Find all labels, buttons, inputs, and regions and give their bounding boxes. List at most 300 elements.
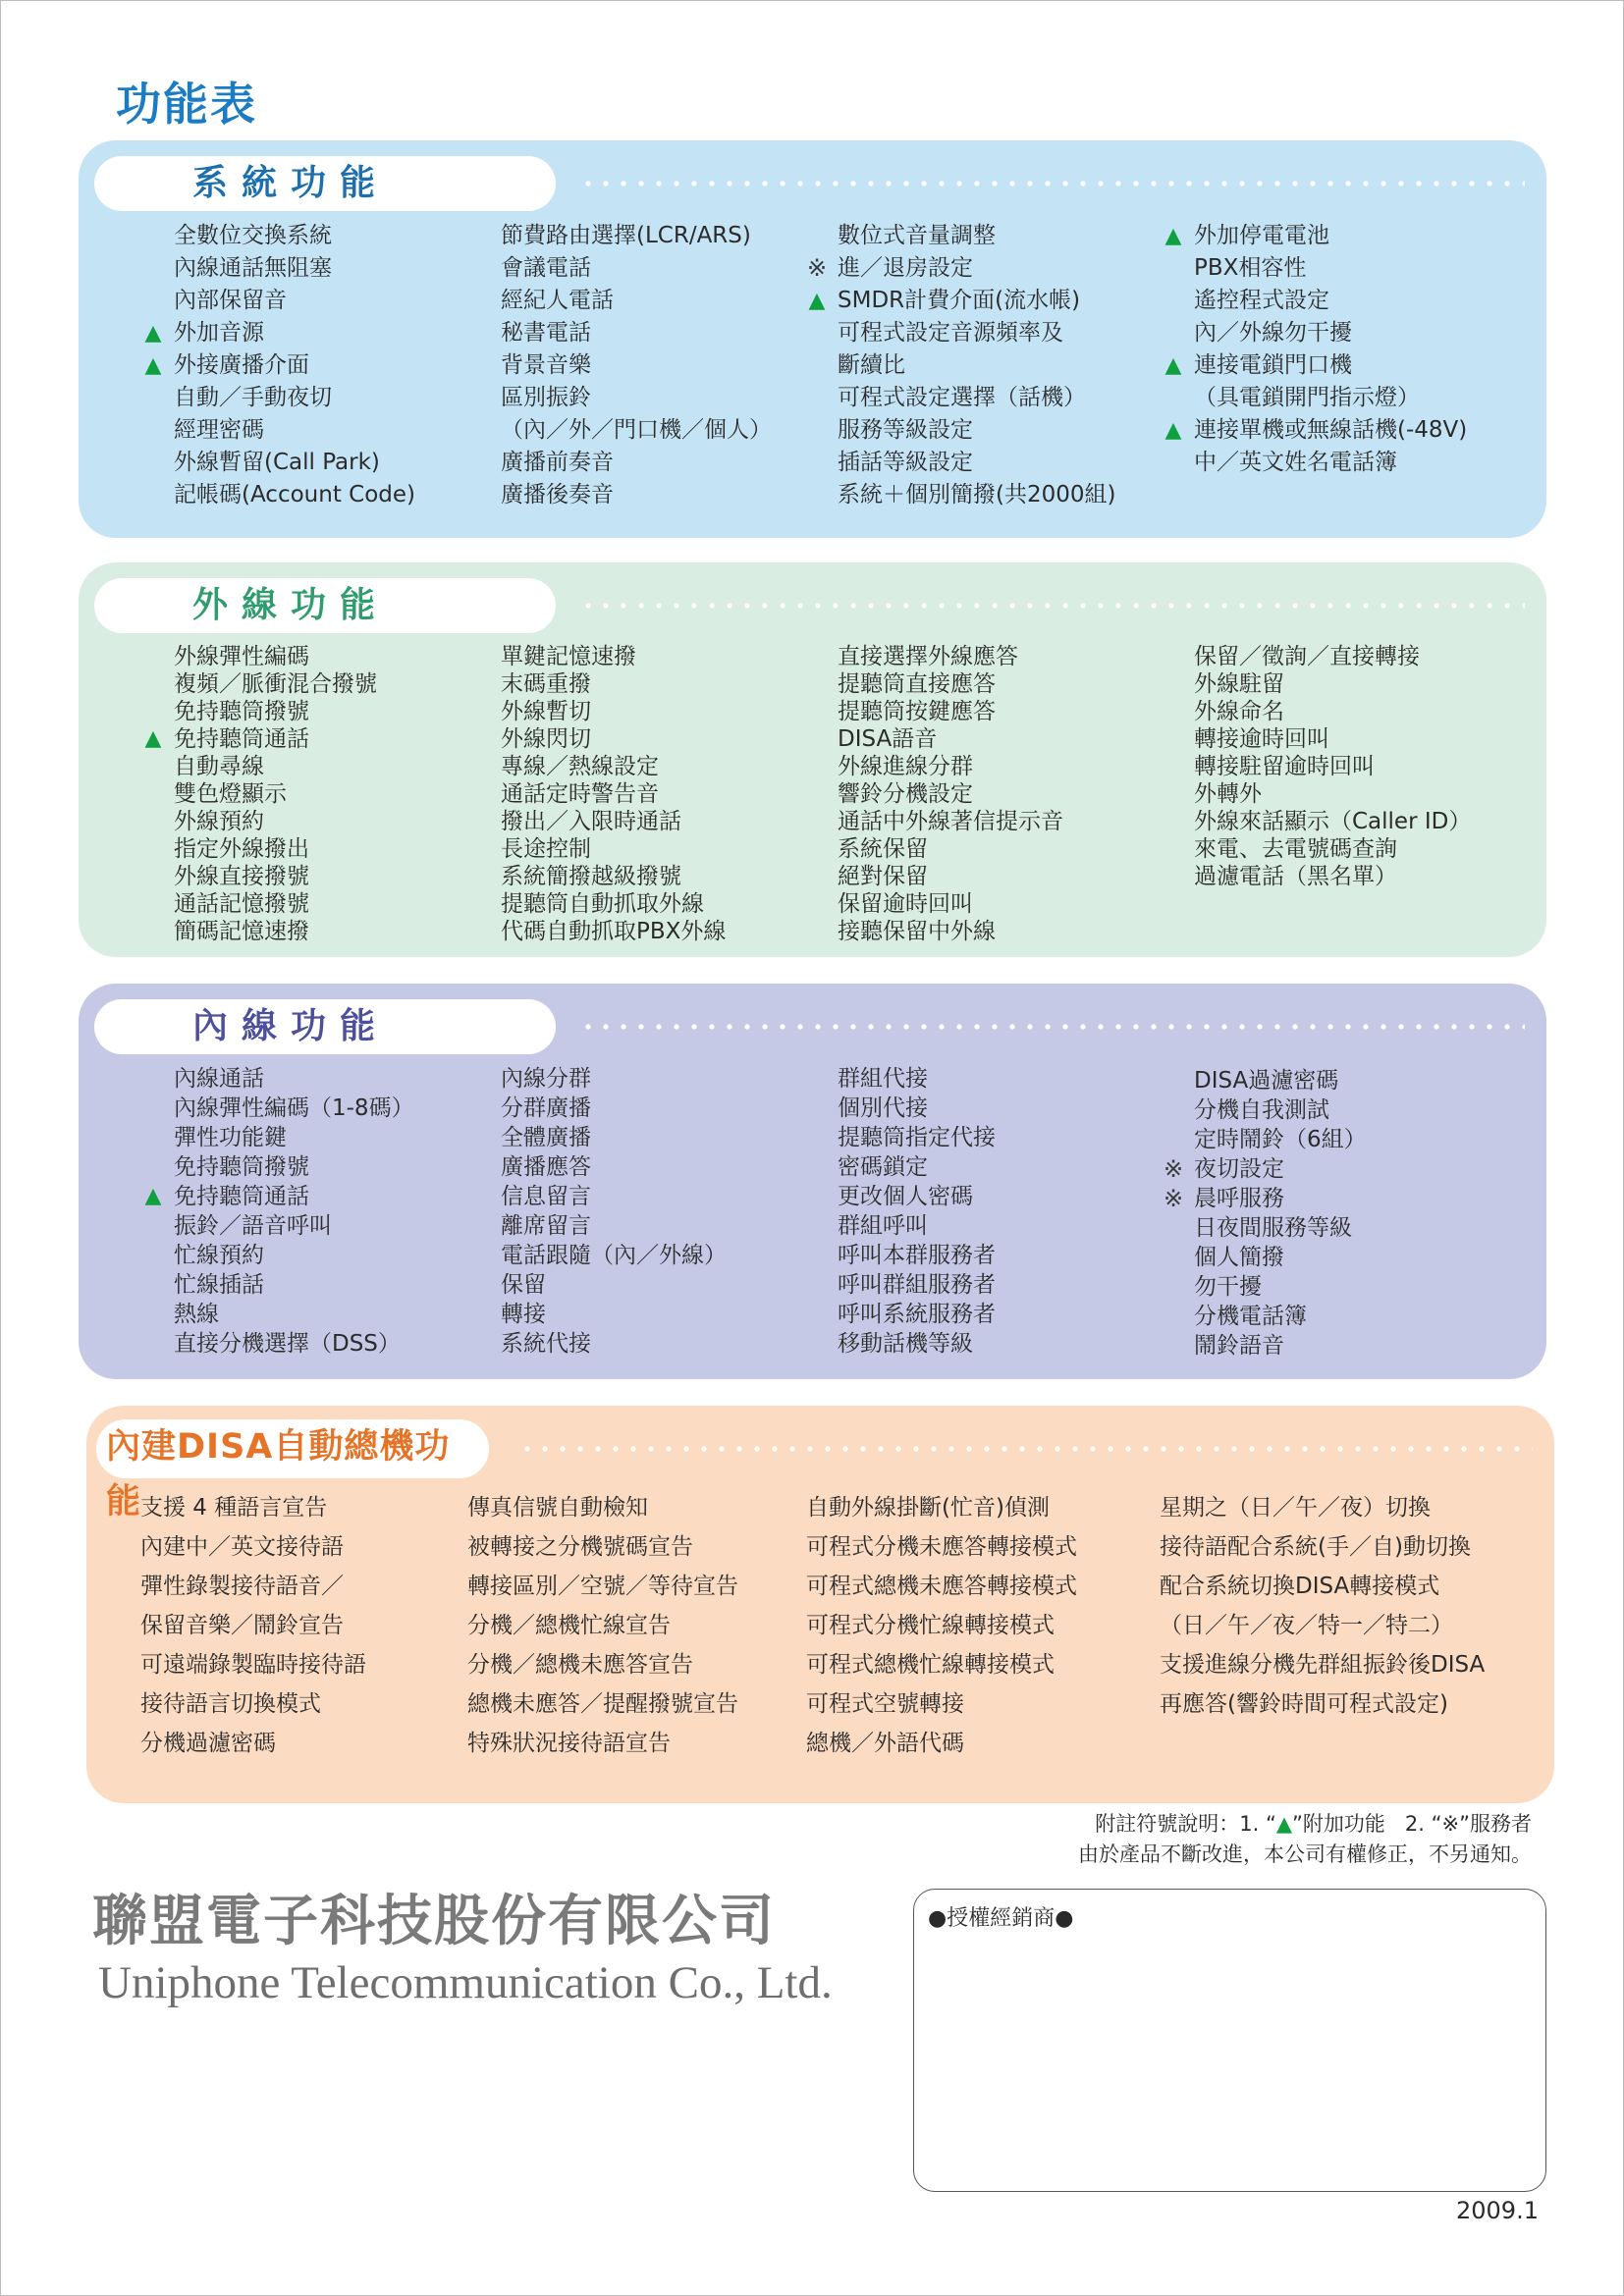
feature-label: 外線直接撥號 bbox=[174, 864, 309, 889]
feature-item bbox=[838, 349, 1115, 382]
feature-label: 密碼鎖定 bbox=[838, 1154, 928, 1180]
feature-item bbox=[174, 918, 377, 945]
feature-item bbox=[174, 414, 415, 447]
symbol-notes bbox=[1078, 1809, 1532, 1870]
feature-label: 可程式設定選擇（話機） bbox=[838, 385, 1086, 410]
feature-label: 日夜間服務等級 bbox=[1194, 1215, 1352, 1241]
feature-label: 斷續比 bbox=[838, 352, 905, 378]
feature-item bbox=[140, 1645, 366, 1684]
company-name-cn: 聯盟電子科技股份有限公司 bbox=[92, 1889, 776, 1953]
feature-item bbox=[838, 753, 1063, 780]
feature-item bbox=[838, 698, 1063, 725]
feature-item bbox=[501, 1270, 727, 1300]
section-tab bbox=[94, 999, 556, 1054]
feature-label: 免持聽筒撥號 bbox=[174, 699, 309, 724]
feature-column bbox=[140, 1488, 366, 1763]
feature-item bbox=[838, 890, 1063, 918]
feature-item bbox=[838, 1094, 996, 1123]
feature-label: 接聽保留中外線 bbox=[838, 919, 996, 944]
feature-label: 外線暫切 bbox=[501, 699, 591, 724]
feature-label: 插話等級設定 bbox=[838, 450, 973, 475]
feature-label: 被轉接之分機號碼宣告 bbox=[467, 1534, 693, 1560]
feature-item bbox=[1194, 753, 1471, 780]
feature-label: 轉接區別／空號／等待宣告 bbox=[467, 1574, 738, 1599]
feature-item bbox=[1194, 698, 1471, 725]
feature-column bbox=[501, 643, 726, 945]
feature-label: 內線分群 bbox=[501, 1066, 591, 1092]
feature-item bbox=[838, 1182, 996, 1211]
feature-label: 特殊狀況接待語宣告 bbox=[467, 1731, 671, 1756]
feature-label: 保留 bbox=[501, 1272, 546, 1298]
feature-item bbox=[467, 1724, 738, 1763]
feature-item bbox=[1194, 670, 1471, 698]
feature-label: 接待語配合系統(手／自)動切換 bbox=[1160, 1534, 1471, 1560]
feature-label: 外線彈性編碼 bbox=[174, 644, 309, 669]
feature-label: 更改個人密碼 bbox=[838, 1184, 973, 1209]
triangle-icon: ▲ bbox=[808, 289, 826, 313]
feature-label: 區別振鈴 bbox=[501, 385, 591, 410]
feature-label: 數位式音量調整 bbox=[838, 223, 996, 248]
feature-item bbox=[1160, 1527, 1485, 1567]
feature-label: 群組代接 bbox=[838, 1066, 928, 1092]
feature-item bbox=[838, 317, 1115, 349]
feature-label: 提聽筒按鍵應答 bbox=[838, 699, 996, 724]
feature-item bbox=[467, 1606, 738, 1645]
feature-item bbox=[806, 1488, 1077, 1527]
feature-column bbox=[144, 643, 377, 945]
feature-item bbox=[174, 1064, 414, 1094]
feature-label: 記帳碼(Account Code) bbox=[174, 482, 416, 507]
feature-label: 服務等級設定 bbox=[838, 417, 973, 443]
feature-item bbox=[1194, 1302, 1367, 1331]
feature-column bbox=[1164, 220, 1468, 479]
dotted-divider bbox=[518, 1446, 1533, 1452]
feature-label: 內部保留音 bbox=[174, 288, 287, 313]
feature-item bbox=[806, 1684, 1077, 1724]
triangle-icon: ▲ bbox=[1275, 1812, 1292, 1836]
feature-label: 分群廣播 bbox=[501, 1095, 591, 1121]
feature-label: 外接廣播介面 bbox=[174, 352, 309, 378]
feature-label: （日／午／夜／特一／特二） bbox=[1160, 1613, 1453, 1638]
feature-label: 可程式總機未應答轉接模式 bbox=[806, 1574, 1077, 1599]
feature-label: 專線／熱線設定 bbox=[501, 754, 659, 779]
feature-label: 振鈴／語音呼叫 bbox=[174, 1213, 332, 1239]
feature-label: 可遠端錄製臨時接待語 bbox=[140, 1652, 366, 1678]
feature-label: 簡碼記憶速撥 bbox=[174, 919, 309, 944]
feature-label: 進／退房設定 bbox=[838, 255, 973, 281]
feature-label: 複頻／脈衝混合撥號 bbox=[174, 671, 377, 697]
feature-item bbox=[501, 414, 772, 447]
feature-item bbox=[838, 414, 1115, 447]
notes-service: “※”服務者 bbox=[1431, 1812, 1532, 1836]
feature-label: 提聽筒自動抓取外線 bbox=[501, 891, 704, 917]
feature-label: 再應答(響鈴時間可程式設定) bbox=[1160, 1691, 1448, 1717]
feature-item bbox=[501, 252, 772, 285]
feature-label: 系統代接 bbox=[501, 1331, 591, 1357]
feature-item bbox=[838, 1152, 996, 1182]
feature-item bbox=[140, 1488, 366, 1527]
version-date: 2009.1 bbox=[1456, 2197, 1539, 2224]
feature-label: PBX相容性 bbox=[1194, 255, 1307, 281]
feature-label: 中／英文姓名電話簿 bbox=[1194, 450, 1397, 475]
feature-item bbox=[174, 252, 415, 285]
feature-label: 外線閃切 bbox=[501, 726, 591, 752]
feature-label: 自動尋線 bbox=[174, 754, 264, 779]
feature-label: 連接電鎖門口機 bbox=[1194, 352, 1352, 378]
feature-label: 自動外線掛斷(忙音)偵測 bbox=[806, 1495, 1050, 1521]
feature-item bbox=[1194, 1243, 1367, 1272]
feature-label: （內／外／門口機／個人） bbox=[501, 417, 772, 443]
feature-label: 配合系統切換DISA轉接模式 bbox=[1160, 1574, 1440, 1599]
notes-prefix: 附註符號說明：1. bbox=[1095, 1812, 1260, 1836]
feature-label: DISA語音 bbox=[838, 726, 938, 752]
feature-item bbox=[174, 220, 415, 252]
feature-label: 分機／總機未應答宣告 bbox=[467, 1652, 693, 1678]
feature-item bbox=[174, 670, 377, 698]
feature-label: 系統＋個別簡撥(共2000組) bbox=[838, 482, 1116, 507]
feature-label: 呼叫群組服務者 bbox=[838, 1272, 996, 1298]
feature-label: 內建中／英文接待語 bbox=[140, 1534, 344, 1560]
feature-item bbox=[140, 1527, 366, 1567]
reference-mark-icon: ※ bbox=[806, 254, 828, 282]
feature-label: 總機未應答／提醒撥號宣告 bbox=[467, 1691, 738, 1717]
feature-item bbox=[501, 1211, 727, 1241]
feature-item bbox=[838, 835, 1063, 863]
feature-label: 提聽筒指定代接 bbox=[838, 1125, 996, 1150]
feature-label: 秘書電話 bbox=[501, 320, 591, 346]
feature-item bbox=[808, 285, 1115, 317]
feature-label: 全體廣播 bbox=[501, 1125, 591, 1150]
notes-number-2: 2. bbox=[1404, 1812, 1425, 1836]
feature-item bbox=[1194, 643, 1471, 670]
feature-label: 傳真信號自動檢知 bbox=[467, 1495, 648, 1521]
feature-label: 通話記憶撥號 bbox=[174, 891, 309, 917]
feature-label: 可程式設定音源頻率及 bbox=[838, 320, 1063, 346]
feature-label: 自動／手動夜切 bbox=[174, 385, 332, 410]
feature-label: 支援進線分機先群組振鈴後DISA bbox=[1160, 1652, 1486, 1678]
feature-item bbox=[838, 780, 1063, 808]
feature-label: 接待語言切換模式 bbox=[140, 1691, 321, 1717]
feature-label: 全數位交換系統 bbox=[174, 223, 332, 248]
feature-item bbox=[501, 317, 772, 349]
feature-item bbox=[140, 1684, 366, 1724]
dotted-divider bbox=[579, 603, 1525, 609]
feature-item bbox=[501, 753, 726, 780]
feature-label: 呼叫系統服務者 bbox=[838, 1302, 996, 1327]
feature-item bbox=[174, 1152, 414, 1182]
feature-label: 外線進線分群 bbox=[838, 754, 973, 779]
feature-column bbox=[144, 220, 416, 511]
feature-item bbox=[174, 643, 377, 670]
feature-label: DISA過濾密碼 bbox=[1194, 1068, 1339, 1094]
triangle-icon: ▲ bbox=[1164, 224, 1182, 248]
feature-item bbox=[501, 479, 772, 511]
feature-item bbox=[501, 1241, 727, 1270]
feature-item bbox=[1194, 863, 1471, 890]
feature-item bbox=[144, 349, 415, 382]
feature-label: 忙線預約 bbox=[174, 1243, 264, 1268]
section-disa bbox=[86, 1406, 1554, 1803]
feature-item bbox=[1163, 1184, 1367, 1213]
feature-item bbox=[1163, 1154, 1367, 1184]
feature-label: 響鈴分機設定 bbox=[838, 781, 973, 807]
feature-label: 分機過濾密碼 bbox=[140, 1731, 276, 1756]
section-title: 系統功能 bbox=[191, 163, 389, 203]
feature-label: 轉接 bbox=[501, 1302, 546, 1327]
feature-item bbox=[174, 1123, 414, 1152]
feature-item bbox=[1194, 780, 1471, 808]
feature-item bbox=[1194, 1331, 1367, 1361]
feature-item bbox=[838, 1123, 996, 1152]
feature-label: 移動話機等級 bbox=[838, 1331, 973, 1357]
feature-label: 轉接駐留逾時回叫 bbox=[1194, 754, 1375, 779]
feature-item bbox=[501, 835, 726, 863]
feature-label: 勿干擾 bbox=[1194, 1274, 1262, 1300]
feature-label: 系統簡撥越級撥號 bbox=[501, 864, 681, 889]
feature-item bbox=[501, 918, 726, 945]
feature-label: 星期之（日／午／夜）切換 bbox=[1160, 1495, 1431, 1521]
feature-label: 個別代接 bbox=[838, 1095, 928, 1121]
feature-column bbox=[838, 643, 1063, 945]
feature-label: 外加停電電池 bbox=[1194, 223, 1329, 248]
feature-item bbox=[1194, 725, 1471, 753]
feature-label: 可程式分機忙線轉接模式 bbox=[806, 1613, 1055, 1638]
feature-label: 分機自我測試 bbox=[1194, 1097, 1329, 1123]
feature-item bbox=[1194, 1095, 1367, 1125]
feature-label: 外線預約 bbox=[174, 809, 264, 834]
triangle-icon: ▲ bbox=[144, 726, 162, 751]
feature-item bbox=[140, 1606, 366, 1645]
feature-label: 廣播後奏音 bbox=[501, 482, 614, 507]
notes-line-2: 由於產品不斷改進，本公司有權修正，不另通知。 bbox=[1078, 1842, 1532, 1866]
feature-label: 保留音樂／鬧鈴宣告 bbox=[140, 1613, 344, 1638]
feature-item bbox=[501, 447, 772, 479]
feature-label: 個人簡撥 bbox=[1194, 1245, 1284, 1270]
feature-item bbox=[174, 863, 377, 890]
feature-item bbox=[501, 780, 726, 808]
feature-label: 鬧鈴語音 bbox=[1194, 1333, 1284, 1359]
feature-item bbox=[174, 479, 415, 511]
feature-item bbox=[467, 1527, 738, 1567]
feature-item bbox=[838, 1241, 996, 1270]
feature-label: 可程式分機未應答轉接模式 bbox=[806, 1534, 1077, 1560]
feature-item bbox=[174, 1241, 414, 1270]
triangle-icon: ▲ bbox=[144, 321, 162, 346]
triangle-icon: ▲ bbox=[144, 353, 162, 378]
feature-item bbox=[1194, 285, 1467, 317]
company-name-en: Uniphone Telecommunication Co., Ltd. bbox=[98, 1957, 833, 2008]
feature-item bbox=[174, 698, 377, 725]
feature-label: （具電鎖開門指示燈） bbox=[1194, 385, 1420, 410]
feature-item bbox=[501, 863, 726, 890]
feature-label: 夜切設定 bbox=[1194, 1156, 1284, 1182]
feature-item bbox=[1194, 1213, 1367, 1243]
feature-item bbox=[838, 643, 1063, 670]
feature-item bbox=[501, 1123, 727, 1152]
feature-label: 外線來話顯示（Caller ID） bbox=[1194, 809, 1472, 834]
feature-label: 電話跟隨（內／外線） bbox=[501, 1243, 727, 1268]
feature-column bbox=[1163, 1066, 1367, 1361]
feature-column bbox=[501, 1064, 727, 1359]
feature-item bbox=[1194, 252, 1467, 285]
feature-label: 可程式總機忙線轉接模式 bbox=[806, 1652, 1055, 1678]
triangle-icon: ▲ bbox=[1164, 418, 1182, 443]
feature-label: 通話定時警告音 bbox=[501, 781, 659, 807]
feature-item bbox=[1194, 1066, 1367, 1095]
feature-item bbox=[501, 670, 726, 698]
feature-label: 免持聽筒通話 bbox=[174, 1184, 309, 1209]
feature-label: SMDR計費介面(流水帳) bbox=[838, 288, 1081, 313]
feature-column bbox=[806, 220, 1116, 511]
feature-item bbox=[838, 918, 1063, 945]
feature-item bbox=[501, 1300, 727, 1329]
feature-item bbox=[174, 285, 415, 317]
feature-item bbox=[144, 1182, 414, 1211]
feature-label: 通話中外線著信提示音 bbox=[838, 809, 1063, 834]
notes-added-feature: ”附加功能 bbox=[1291, 1812, 1385, 1836]
feature-label: 廣播應答 bbox=[501, 1154, 591, 1180]
feature-item bbox=[501, 382, 772, 414]
feature-column bbox=[467, 1488, 738, 1763]
feature-column bbox=[1160, 1488, 1485, 1724]
feature-label: 外加音源 bbox=[174, 320, 264, 346]
feature-item bbox=[1164, 349, 1467, 382]
feature-label: 指定外線撥出 bbox=[174, 836, 309, 862]
feature-item bbox=[174, 382, 415, 414]
triangle-icon: ▲ bbox=[144, 1184, 162, 1208]
feature-item bbox=[467, 1684, 738, 1724]
feature-item bbox=[1194, 447, 1467, 479]
feature-item bbox=[838, 1064, 996, 1094]
feature-label: 會議電話 bbox=[501, 255, 591, 281]
feature-item bbox=[838, 725, 1063, 753]
feature-column bbox=[806, 1488, 1077, 1763]
feature-item bbox=[806, 1606, 1077, 1645]
feature-item bbox=[1194, 1272, 1367, 1302]
notes-line-1 bbox=[1078, 1809, 1532, 1840]
feature-label: 內／外線勿干擾 bbox=[1194, 320, 1352, 346]
feature-item bbox=[1194, 382, 1467, 414]
feature-item bbox=[174, 753, 377, 780]
feature-label: 忙線插話 bbox=[174, 1272, 264, 1298]
reference-mark-icon: ※ bbox=[1163, 1155, 1184, 1183]
feature-item bbox=[174, 835, 377, 863]
feature-item bbox=[838, 479, 1115, 511]
feature-item bbox=[174, 1211, 414, 1241]
feature-item bbox=[140, 1724, 366, 1763]
feature-item bbox=[1160, 1606, 1485, 1645]
triangle-icon: ▲ bbox=[1164, 353, 1182, 378]
feature-item bbox=[838, 382, 1115, 414]
feature-item bbox=[501, 1329, 727, 1359]
feature-label: 分機／總機忙線宣告 bbox=[467, 1613, 671, 1638]
feature-item bbox=[1164, 220, 1467, 252]
section-title: 外線功能 bbox=[191, 585, 389, 625]
feature-item bbox=[501, 808, 726, 835]
section-title: 內線功能 bbox=[191, 1006, 389, 1046]
feature-label: 內線通話無阻塞 bbox=[174, 255, 332, 281]
feature-item bbox=[144, 317, 415, 349]
feature-label: 內線彈性編碼（1-8碼） bbox=[174, 1095, 414, 1121]
feature-column bbox=[838, 1064, 996, 1359]
page-title: 功能表 bbox=[116, 78, 257, 131]
dealer-box bbox=[913, 1889, 1546, 2192]
feature-item bbox=[501, 890, 726, 918]
feature-item bbox=[806, 1527, 1077, 1567]
feature-label: 呼叫本群服務者 bbox=[838, 1243, 996, 1268]
notes-quote-open: “ bbox=[1265, 1812, 1276, 1836]
feature-label: 遙控程式設定 bbox=[1194, 288, 1329, 313]
feature-label: 保留／徵詢／直接轉接 bbox=[1194, 644, 1420, 669]
feature-item bbox=[467, 1488, 738, 1527]
feature-label: 信息留言 bbox=[501, 1184, 591, 1209]
feature-column bbox=[1194, 643, 1471, 890]
feature-label: 熱線 bbox=[174, 1302, 219, 1327]
feature-label: 總機／外語代碼 bbox=[806, 1731, 964, 1756]
feature-item bbox=[501, 1152, 727, 1182]
feature-item bbox=[501, 285, 772, 317]
feature-label: 系統保留 bbox=[838, 836, 928, 862]
feature-item bbox=[838, 670, 1063, 698]
feature-label: 代碼自動抓取PBX外線 bbox=[501, 919, 727, 944]
feature-item bbox=[1194, 317, 1467, 349]
feature-item bbox=[1164, 414, 1468, 447]
feature-column bbox=[144, 1064, 414, 1359]
feature-label: 提聽筒直接應答 bbox=[838, 671, 996, 697]
feature-item bbox=[838, 863, 1063, 890]
feature-label: 外線命名 bbox=[1194, 699, 1284, 724]
feature-item bbox=[174, 890, 377, 918]
feature-label: 可程式空號轉接 bbox=[806, 1691, 964, 1717]
feature-label: 彈性功能鍵 bbox=[174, 1125, 287, 1150]
feature-item bbox=[501, 1064, 727, 1094]
feature-label: 群組呼叫 bbox=[838, 1213, 928, 1239]
feature-item bbox=[174, 1094, 414, 1123]
feature-item bbox=[1194, 808, 1471, 835]
feature-item bbox=[838, 808, 1063, 835]
feature-label: 過濾電話（黑名單） bbox=[1194, 864, 1397, 889]
feature-item bbox=[806, 252, 1115, 285]
feature-item bbox=[144, 725, 377, 753]
feature-item bbox=[1194, 835, 1471, 863]
feature-item bbox=[174, 780, 377, 808]
feature-item bbox=[838, 447, 1115, 479]
feature-item bbox=[1160, 1488, 1485, 1527]
feature-item bbox=[501, 698, 726, 725]
feature-item bbox=[838, 1300, 996, 1329]
feature-label: 定時鬧鈴（6組） bbox=[1194, 1127, 1367, 1152]
feature-label: 經理密碼 bbox=[174, 417, 264, 443]
feature-item bbox=[838, 1270, 996, 1300]
feature-item bbox=[174, 1329, 414, 1359]
section-outer-line bbox=[79, 562, 1546, 957]
feature-item bbox=[174, 808, 377, 835]
section-tab bbox=[94, 578, 556, 633]
dealer-label: ●授權經銷商● bbox=[928, 1906, 1074, 1931]
feature-label: 連接單機或無線話機(-48V) bbox=[1194, 417, 1468, 443]
feature-item bbox=[1160, 1645, 1485, 1684]
feature-item bbox=[838, 1329, 996, 1359]
feature-label: 直接分機選擇（DSS） bbox=[174, 1331, 401, 1357]
feature-label: 外線駐留 bbox=[1194, 671, 1284, 697]
feature-item bbox=[174, 1270, 414, 1300]
feature-item bbox=[806, 1567, 1077, 1606]
feature-item bbox=[174, 1300, 414, 1329]
feature-item bbox=[806, 1724, 1077, 1763]
feature-item bbox=[838, 1211, 996, 1241]
feature-label: 背景音樂 bbox=[501, 352, 591, 378]
feature-item bbox=[501, 220, 772, 252]
